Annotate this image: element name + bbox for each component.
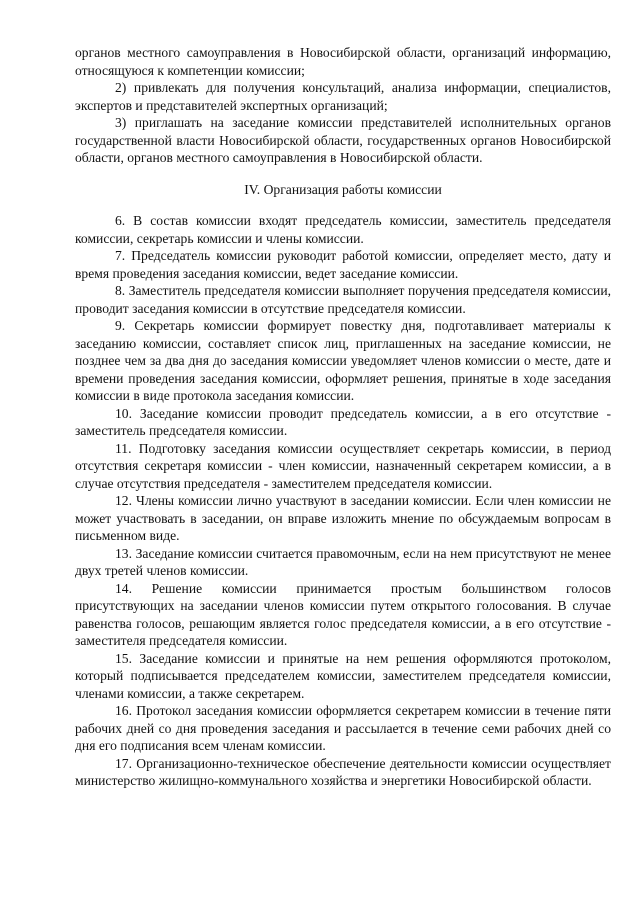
paragraph-6: 6. В состав комиссии входят председатель комиссии, заместитель председателя комиссии, секретарь комиссии и члены комиссии. [75,213,611,246]
section-heading: IV. Организация работы комиссии [244,181,442,197]
paragraph-11: 11. Подготовку заседания комиссии осуществляет секретарь комиссии, в период отсутствия секретаря комиссии - член комиссии, назначенный секретарем комиссии, а в случае отсутствия председателя - заместителем председателя комиссии. [75,440,611,491]
paragraph-8: 8. Заместитель председателя комиссии выполняет поручения председателя комиссии, проводит заседания комиссии в отсутствие председателя комиссии. [75,283,611,316]
paragraph-15: 15. Заседание комиссии и принятые на нем решения оформляются протоколом, который подписывается председателем комиссии, заместителем председателя комиссии, членами комиссии, а также секретарем. [75,650,611,701]
paragraph-16: 16. Протокол заседания комиссии оформляется секретарем комиссии в течение пяти рабочих дней со дня проведения заседания и рассылается в течение семи рабочих дней со дня его подписания всем членам комиссии. [75,703,611,753]
paragraph-7: 7. Председатель комиссии руководит работой комиссии, определяет место, дату и время проведения заседания комиссии, ведет заседание комиссии. [75,248,611,281]
paragraph-10: 10. Заседание комиссии проводит председатель комиссии, а в его отсутствие - заместитель председателя комиссии. [75,405,611,438]
paragraph-13: 13. Заседание комиссии считается правомочным, если на нем присутствуют не менее двух третей членов комиссии. [75,545,611,578]
paragraph-14: 14. Решение комиссии принимается простым большинством голосов присутствующих на заседании членов комиссии путем открытого голосования. В случае равенства голосов, решающим является голос председателя комиссии, а в его отсутствие - заместителя председателя комиссии. [75,580,611,648]
paragraph-17: 17. Организационно-техническое обеспечение деятельности комиссии осуществляет министерство жилищно-коммунального хозяйства и энергетики Новосибирской области. [75,755,611,788]
paragraph-continuation: органов местного самоуправления в Новосибирской области, организаций информацию, относящуюся к компетенции комиссии; [75,45,611,78]
paragraph-item-3: 3) приглашать на заседание комиссии представителей исполнительных органов государственной власти Новосибирской области, государственных органов Новосибирской области, органов местного самоуправления в Новосибирской области. [75,115,611,165]
paragraph-9: 9. Секретарь комиссии формирует повестку дня, подготавливает материалы к заседанию комиссии, составляет список лиц, приглашенных на заседание комиссии, не позднее чем за два дня до заседания комиссии уведомляет членов комиссии о месте, дате и времени проведения заседания комиссии, оформляет решения, принятые в ходе заседания комиссии в виде протокола заседания комиссии. [75,318,611,403]
paragraph-item-2: 2) привлекать для получения консультаций, анализа информации, специалистов, экспертов и представителей экспертных организаций; [75,80,611,113]
paragraph-12: 12. Члены комиссии лично участвуют в заседании комиссии. Если член комиссии не может участвовать в заседании, он вправе изложить мнение по обсуждаемым вопросам в письменном виде. [75,493,611,543]
document-page [75,44,611,790]
